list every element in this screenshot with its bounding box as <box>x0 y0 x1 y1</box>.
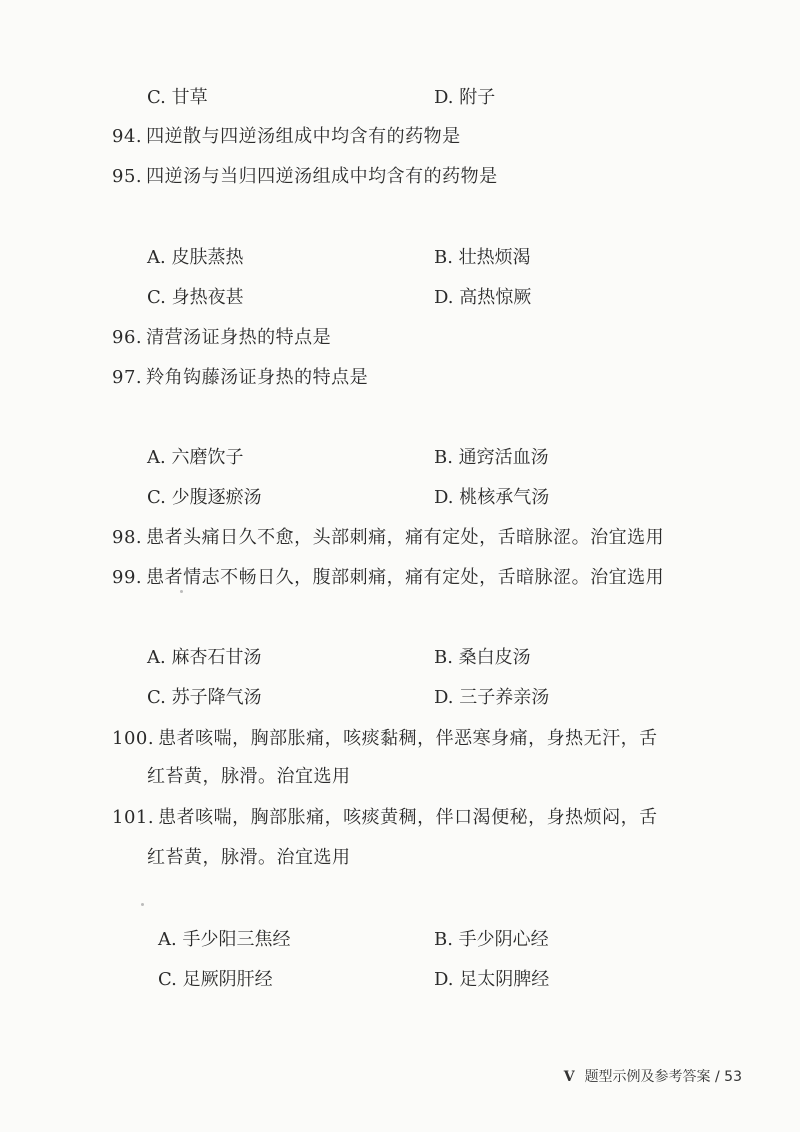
option-c: C. 苏子降气汤 <box>147 687 262 708</box>
scan-speck <box>141 903 144 906</box>
option-b: B. 通窍活血汤 <box>434 447 549 468</box>
question-94 <box>112 125 461 149</box>
option-d: D. 足太阴脾经 <box>434 969 550 990</box>
question-text: 四逆散与四逆汤组成中均含有的药物是 <box>146 126 461 147</box>
section-label: V <box>563 1069 575 1085</box>
question-text: 患者咳喘，胸部胀痛，咳痰黏稠，伴恶寒身痛，身热无汗，舌 <box>158 728 658 749</box>
option-a: A. 六磨饮子 <box>147 447 244 468</box>
question-100-continuation: 红苔黄，脉滑。治宜选用 <box>147 766 351 787</box>
question-text: 清营汤证身热的特点是 <box>146 327 332 348</box>
question-number: 97. <box>112 367 143 388</box>
option-c: C. 甘草 <box>147 87 208 108</box>
option-c: C. 身热夜甚 <box>147 287 244 308</box>
option-d: D. 三子养亲汤 <box>434 687 550 708</box>
question-number: 94. <box>112 126 143 147</box>
question-99 <box>112 566 664 590</box>
option-d: D. 附子 <box>434 87 496 108</box>
question-101-continuation: 红苔黄，脉滑。治宜选用 <box>147 847 351 868</box>
question-number: 99. <box>112 567 143 588</box>
question-100 <box>112 727 658 751</box>
question-98 <box>112 526 664 550</box>
option-c: C. 少腹逐瘀汤 <box>147 487 262 508</box>
question-number: 98. <box>112 527 143 548</box>
option-d: D. 桃核承气汤 <box>434 487 550 508</box>
option-a: A. 皮肤蒸热 <box>147 247 244 268</box>
question-number: 95. <box>112 166 143 187</box>
question-95 <box>112 165 498 189</box>
page-footer <box>564 1066 742 1086</box>
option-c: C. 足厥阴肝经 <box>158 969 273 990</box>
question-101 <box>112 806 658 830</box>
question-text: 四逆汤与当归四逆汤组成中均含有的药物是 <box>146 166 498 187</box>
option-b: B. 桑白皮汤 <box>434 647 531 668</box>
question-text: 患者头痛日久不愈，头部刺痛，痛有定处，舌暗脉涩。治宜选用 <box>146 527 665 548</box>
question-number: 101. <box>112 807 155 828</box>
option-b: B. 壮热烦渴 <box>434 247 531 268</box>
question-text: 羚角钩藤汤证身热的特点是 <box>146 367 369 388</box>
option-d: D. 高热惊厥 <box>434 287 532 308</box>
option-a: A. 麻杏石甘汤 <box>147 647 262 668</box>
question-text: 患者咳喘，胸部胀痛，咳痰黄稠，伴口渴便秘，身热烦闷，舌 <box>158 807 658 828</box>
question-number: 96. <box>112 327 143 348</box>
scan-speck <box>180 590 183 593</box>
question-text: 患者情志不畅日久，腹部刺痛，痛有定处，舌暗脉涩。治宜选用 <box>146 567 665 588</box>
option-a: A. 手少阳三焦经 <box>158 929 291 950</box>
question-number: 100. <box>112 728 155 749</box>
question-96 <box>112 326 331 350</box>
question-97 <box>112 366 368 390</box>
option-b: B. 手少阴心经 <box>434 929 549 950</box>
footer-title: 题型示例及参考答案 / 53 <box>584 1069 742 1085</box>
